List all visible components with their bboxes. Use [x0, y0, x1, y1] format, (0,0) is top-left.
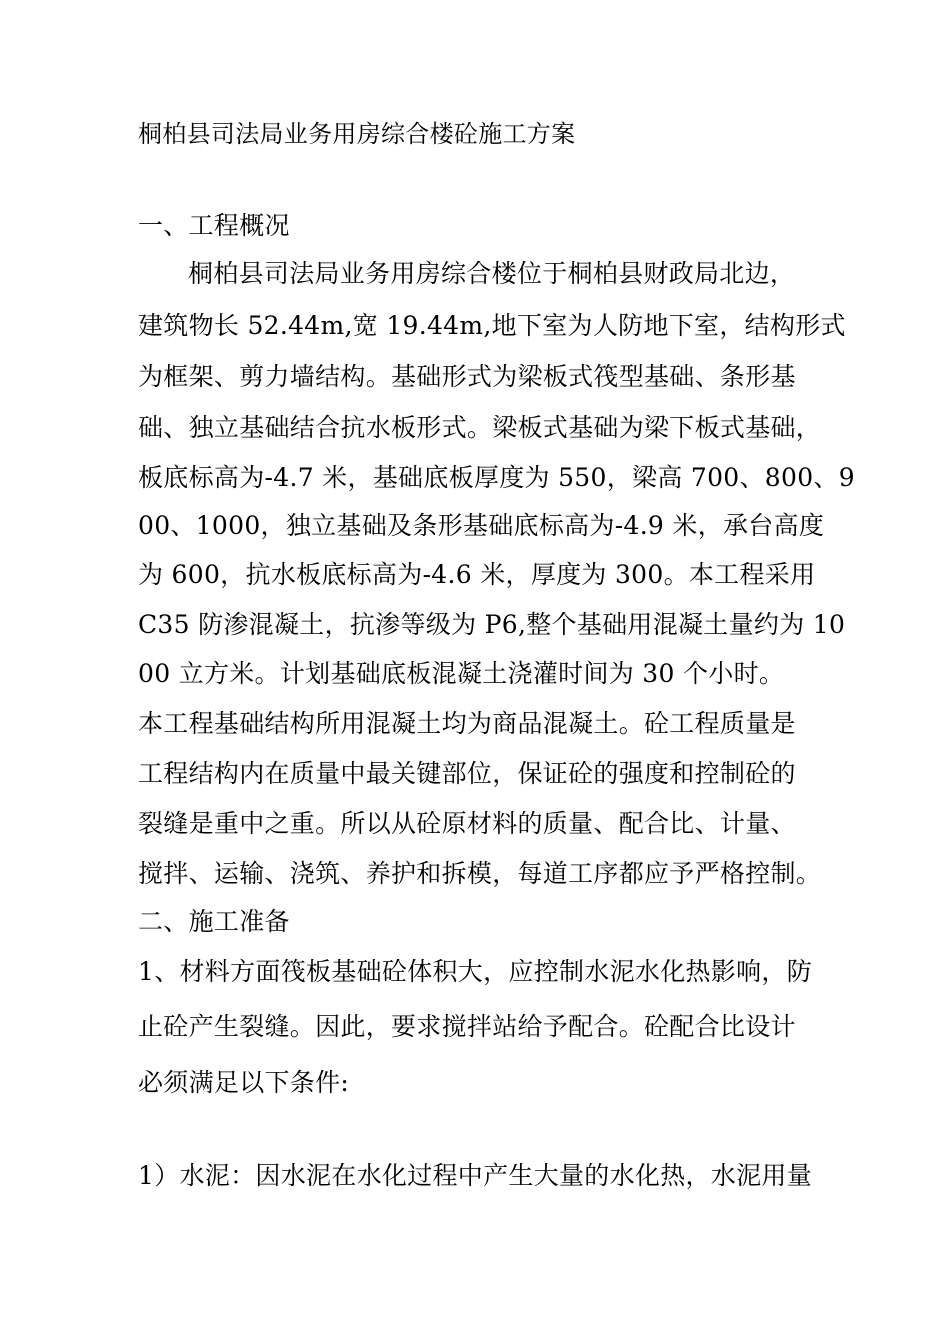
paragraph-line: 00、1000，独立基础及条形基础底标高为-4.9 米，承台高度 — [138, 511, 825, 540]
paragraph-line: C35 防渗混凝土，抗渗等级为 P6,整个基础用混凝土量约为 10 — [138, 610, 846, 639]
sub-item-line: 1）水泥：因水泥在水化过程中产生大量的水化热，水泥用量 — [138, 1161, 813, 1190]
paragraph-line: 板底标高为-4.7 米，基础底板厚度为 550，梁高 700、800、9 — [138, 463, 855, 492]
paragraph-line: 桐柏县司法局业务用房综合楼位于桐柏县财政局北边， — [188, 259, 796, 288]
paragraph-line: 础、独立基础结合抗水板形式。梁板式基础为梁下板式基础， — [138, 413, 822, 442]
paragraph-line: 为 600，抗水板底标高为-4.6 米，厚度为 300。本工程采用 — [138, 560, 816, 589]
document-title: 桐柏县司法局业务用房综合楼砼施工方案 — [138, 120, 576, 148]
paragraph-line: 00 立方米。计划基础底板混凝土浇灌时间为 30 个小时。 — [138, 659, 785, 688]
paragraph-line: 为框架、剪力墙结构。基础形式为梁板式筏型基础、条形基 — [138, 362, 796, 391]
list-item-line: 必须满足以下条件: — [138, 1068, 350, 1097]
section-heading-overview: 一、工程概况 — [138, 211, 290, 240]
list-item-line: 1、材料方面筏板基础砼体积大，应控制水泥水化热影响，防 — [138, 957, 813, 986]
section-heading-preparation: 二、施工准备 — [138, 907, 290, 936]
paragraph-line: 搅拌、运输、浇筑、养护和拆模，每道工序都应予严格控制。 — [138, 859, 822, 888]
paragraph-line: 工程结构内在质量中最关键部位，保证砼的强度和控制砼的 — [138, 759, 796, 788]
paragraph-line: 本工程基础结构所用混凝土均为商品混凝土。砼工程质量是 — [138, 709, 796, 738]
paragraph-line: 建筑物长 52.44m,宽 19.44m,地下室为人防地下室，结构形式 — [138, 311, 846, 340]
list-item-line: 止砼产生裂缝。因此，要求搅拌站给予配合。砼配合比设计 — [138, 1012, 796, 1041]
paragraph-line: 裂缝是重中之重。所以从砼原材料的质量、配合比、计量、 — [138, 809, 796, 838]
